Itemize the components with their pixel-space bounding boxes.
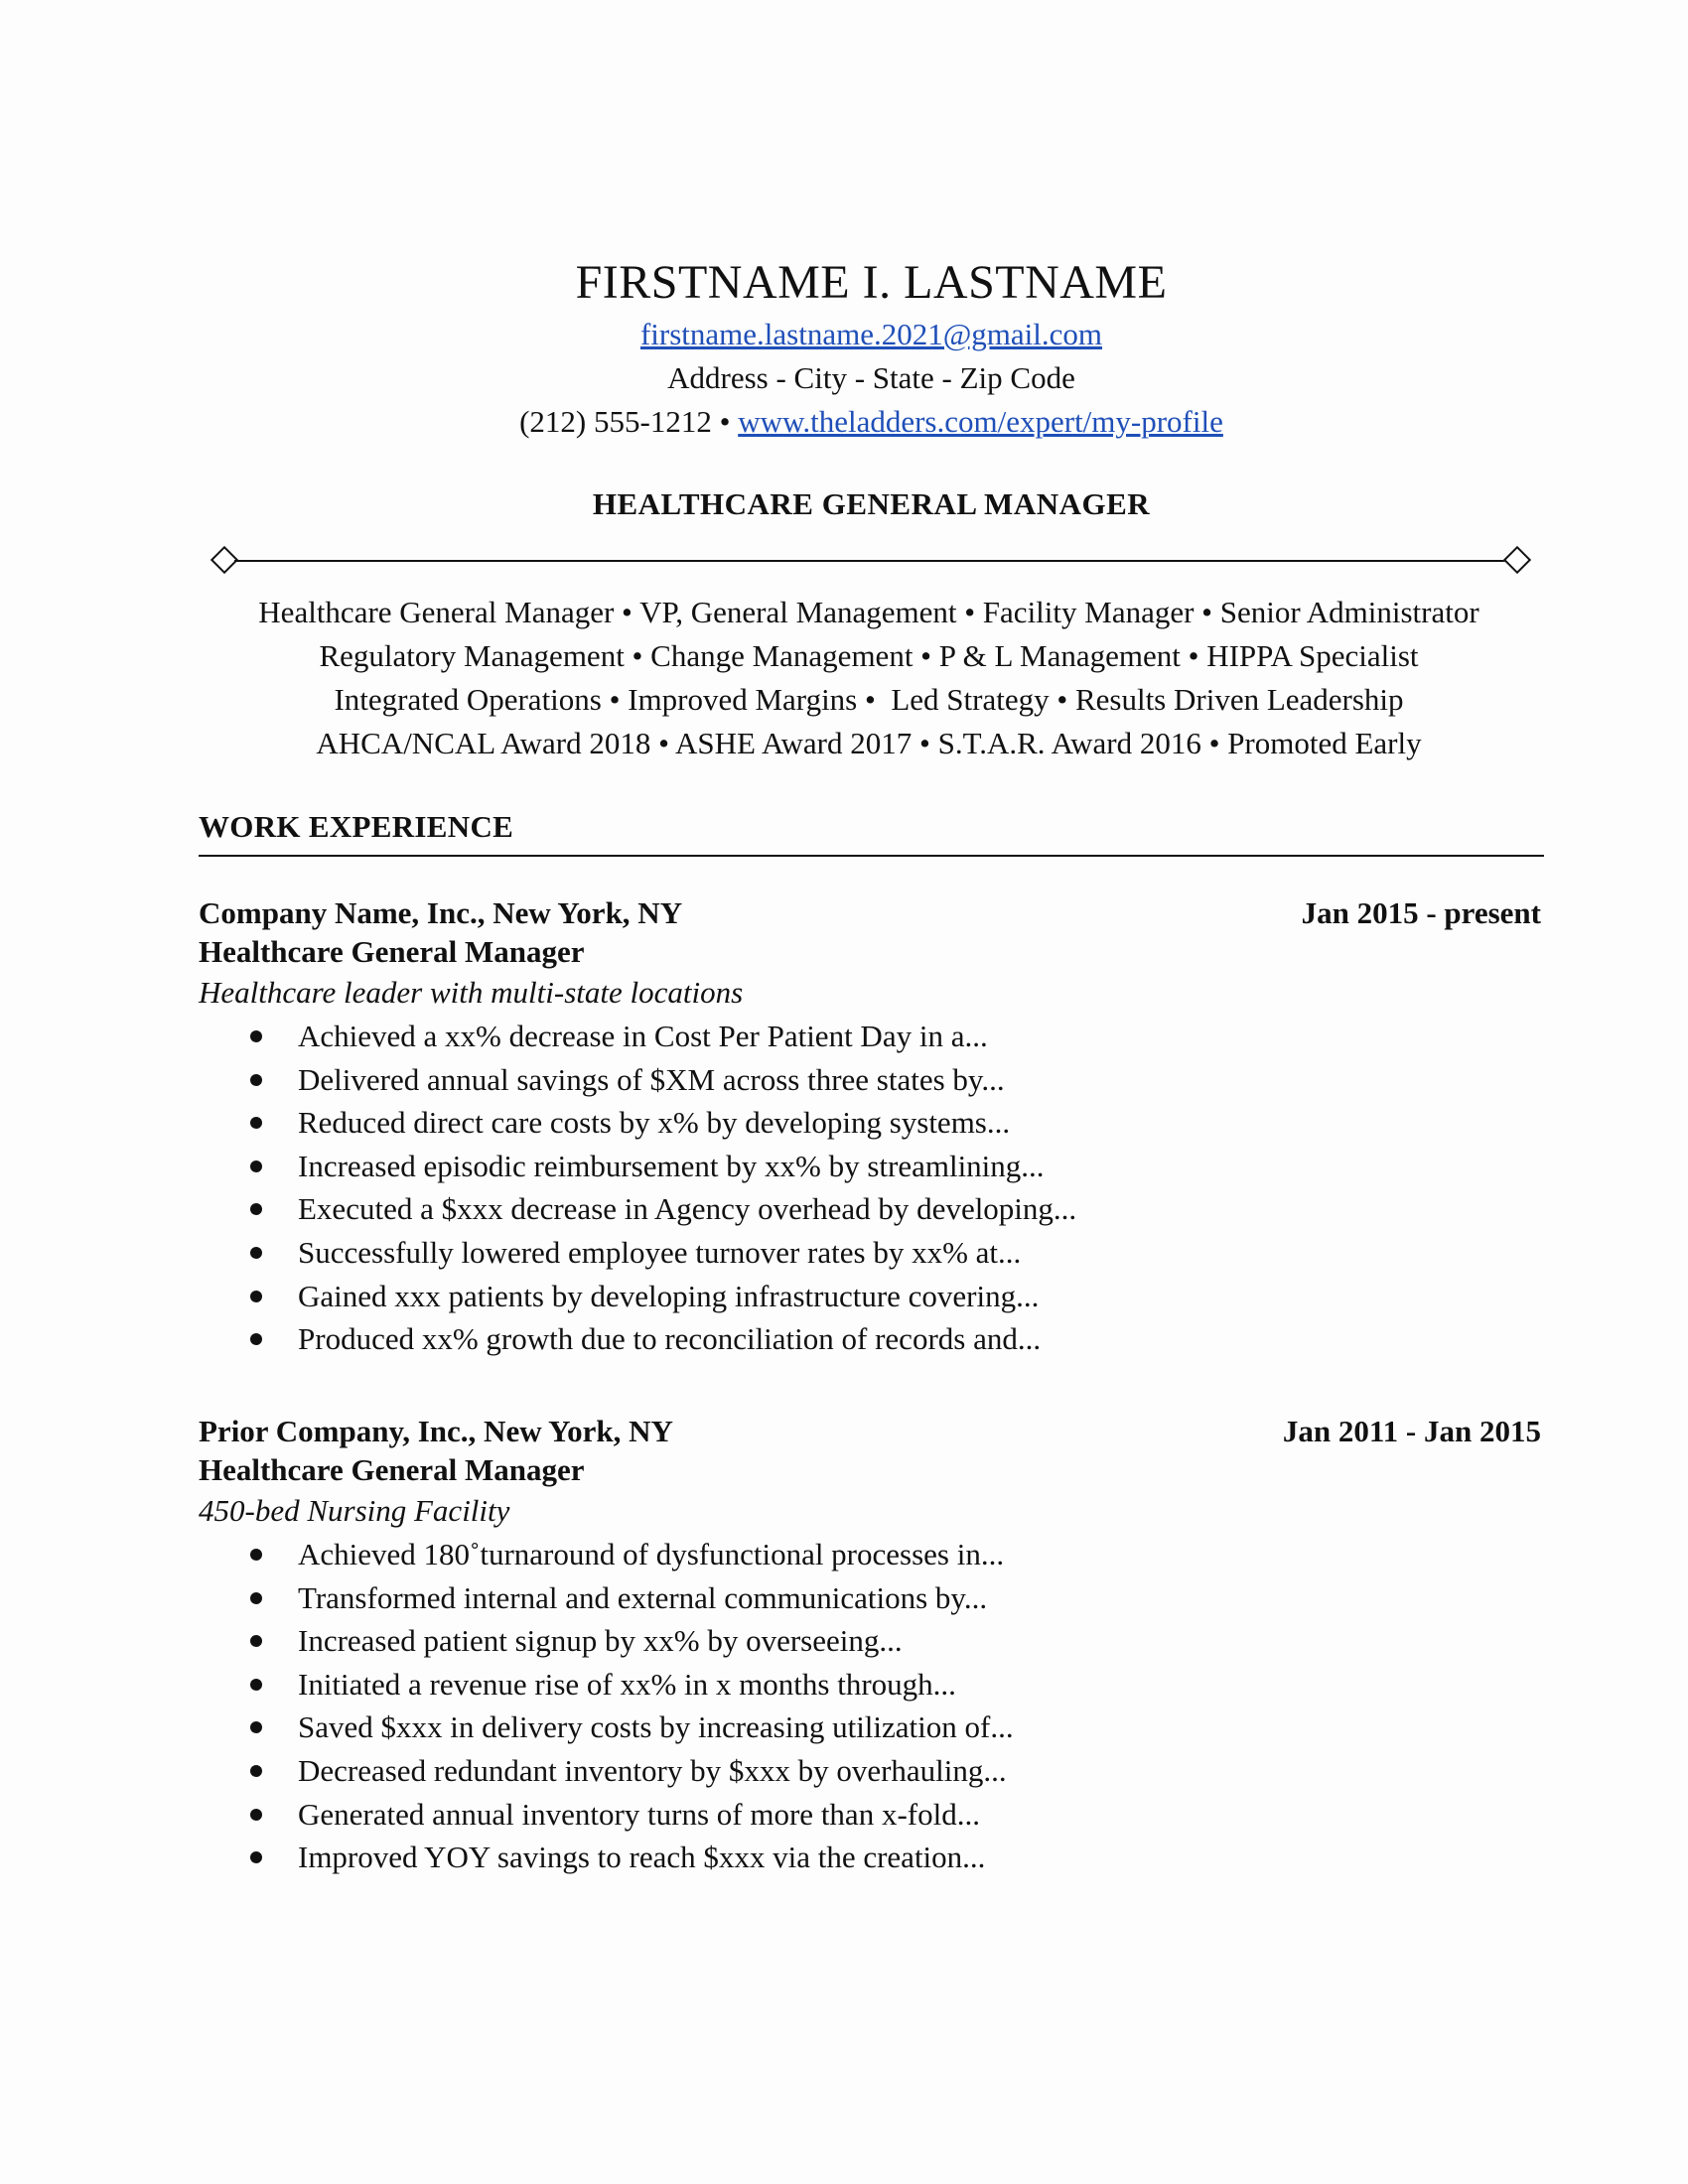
- achievement-list: [199, 1015, 1541, 1361]
- email-line: [199, 313, 1544, 356]
- job-dates: Jan 2015 - present: [1301, 895, 1541, 930]
- company-name: Prior Company, Inc., New York, NY: [199, 1414, 673, 1448]
- work-experience-heading: WORK EXPERIENCE: [199, 809, 1544, 857]
- diamond-right-icon: [1503, 546, 1531, 574]
- bullet-text: Achieved 180˚turnaround of dysfunctional processes in...: [298, 1537, 1005, 1571]
- bullet-text: Gained xxx patients by developing infrastructure covering...: [298, 1278, 1040, 1313]
- bullet-icon: [250, 1765, 262, 1777]
- bullet-icon: [250, 1333, 262, 1345]
- bullet-separator: •: [711, 404, 739, 439]
- keywords-block: [149, 591, 1589, 765]
- job-entry: [199, 1412, 1541, 1879]
- divider-line: [234, 560, 1507, 562]
- keyword-line: Regulatory Management • Change Management • P & L Management • HIPPA Specialist: [319, 638, 1419, 673]
- company-name: Company Name, Inc., New York, NY: [199, 895, 683, 930]
- bullet-icon: [250, 1679, 262, 1691]
- bullet-icon: [250, 1851, 262, 1863]
- resume-header: [199, 253, 1544, 444]
- job-description: Healthcare leader with multi-state locations: [199, 975, 744, 1010]
- bullet-icon: [250, 1203, 262, 1215]
- bullet-icon: [250, 1721, 262, 1733]
- job-dates: Jan 2011 - Jan 2015: [1282, 1414, 1541, 1448]
- job-header: [199, 1412, 1541, 1451]
- bullet-icon: [250, 1291, 262, 1302]
- bullet-text: Initiated a revenue rise of xx% in x months through...: [298, 1666, 956, 1702]
- list-item: [199, 1749, 1541, 1793]
- list-item: [199, 1663, 1541, 1706]
- bullet-icon: [250, 1030, 262, 1042]
- bullet-icon: [250, 1160, 262, 1172]
- bullet-icon: [250, 1247, 262, 1259]
- address-line: Address - City - State - Zip Code: [667, 360, 1075, 395]
- job-title: Healthcare General Manager: [199, 1452, 585, 1487]
- bullet-text: Transformed internal and external communications by...: [298, 1579, 988, 1615]
- list-item: [199, 1231, 1541, 1275]
- list-item: [199, 1533, 1541, 1576]
- list-item: [199, 1187, 1541, 1231]
- bullet-text: Improved YOY savings to reach $xxx via the creation...: [298, 1840, 986, 1875]
- keyword-line: Integrated Operations • Improved Margins • Led Strategy • Results Driven Leadership: [334, 682, 1404, 717]
- phone-website-line: [199, 400, 1544, 444]
- bullet-text: Generated annual inventory turns of more than x-fold...: [298, 1796, 980, 1832]
- website-link[interactable]: www.theladders.com/expert/my-profile: [738, 404, 1223, 439]
- bullet-icon: [250, 1117, 262, 1129]
- bullet-text: Increased episodic reimbursement by xx% by streamlining...: [298, 1148, 1045, 1183]
- candidate-name: FIRSTNAME I. LASTNAME: [575, 256, 1168, 309]
- list-item: [199, 1145, 1541, 1188]
- bullet-text: Executed a $xxx decrease in Agency overhead by developing...: [298, 1191, 1077, 1227]
- list-item: [199, 1015, 1541, 1058]
- professional-headline: HEALTHCARE GENERAL MANAGER: [592, 486, 1151, 521]
- job-description: 450-bed Nursing Facility: [199, 1493, 510, 1528]
- ornamental-divider: [211, 546, 1531, 576]
- email-link[interactable]: firstname.lastname.2021@gmail.com: [639, 317, 1102, 351]
- list-item: [199, 1275, 1541, 1318]
- keyword-line: Healthcare General Manager • VP, General Management • Facility Manager • Senior Administrator: [258, 595, 1479, 629]
- bullet-text: Increased patient signup by xx% by overseeing...: [298, 1623, 903, 1659]
- list-item: [199, 1317, 1541, 1361]
- list-item: [199, 1706, 1541, 1749]
- achievement-list: [199, 1533, 1541, 1879]
- bullet-text: Successfully lowered employee turnover rates by xx% at...: [298, 1234, 1022, 1270]
- bullet-text: Reduced direct care costs by x% by developing systems...: [298, 1105, 1011, 1141]
- bullet-text: Achieved a xx% decrease in Cost Per Patient Day in a...: [298, 1019, 988, 1053]
- job-title: Healthcare General Manager: [199, 934, 585, 969]
- phone-number: (212) 555-1212: [519, 404, 712, 439]
- bullet-text: Produced xx% growth due to reconciliation of records and...: [298, 1321, 1042, 1357]
- bullet-icon: [250, 1592, 262, 1604]
- bullet-icon: [250, 1074, 262, 1086]
- bullet-icon: [250, 1635, 262, 1647]
- list-item: [199, 1793, 1541, 1837]
- bullet-icon: [250, 1809, 262, 1821]
- list-item: [199, 1576, 1541, 1620]
- bullet-text: Decreased redundant inventory by $xxx by overhauling...: [298, 1752, 1007, 1788]
- bullet-icon: [250, 1549, 262, 1561]
- list-item: [199, 1058, 1541, 1102]
- bullet-text: Saved $xxx in delivery costs by increasing utilization of...: [298, 1709, 1014, 1745]
- list-item: [199, 1619, 1541, 1663]
- bullet-text: Delivered annual savings of $XM across three states by...: [298, 1061, 1005, 1097]
- job-header: [199, 893, 1541, 933]
- job-entry: [199, 893, 1541, 1361]
- list-item: [199, 1101, 1541, 1145]
- list-item: [199, 1836, 1541, 1879]
- keyword-line: AHCA/NCAL Award 2018 • ASHE Award 2017 • S.T.A.R. Award 2016 • Promoted Early: [316, 726, 1422, 760]
